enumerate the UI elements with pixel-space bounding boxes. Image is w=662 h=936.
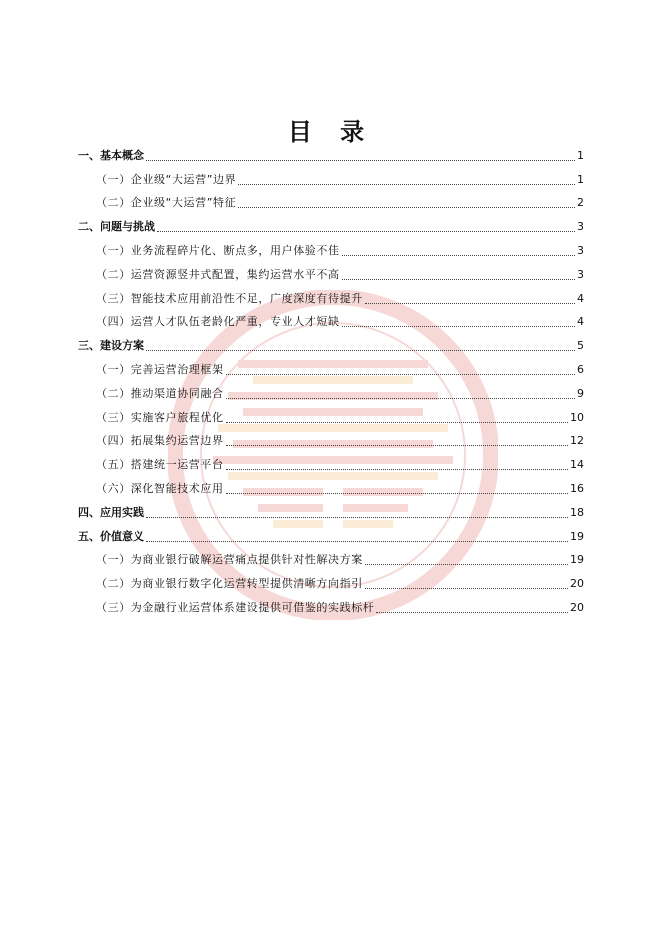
toc-subsection-entry[interactable] xyxy=(78,263,584,287)
toc-dot-leader xyxy=(342,278,575,280)
toc-subsection-entry[interactable] xyxy=(78,406,584,430)
toc-page-number: 9 xyxy=(577,386,584,400)
toc-entry-label: 一、基本概念 xyxy=(78,148,144,162)
toc-page-number: 3 xyxy=(577,244,584,258)
toc-entry-label: 五、价值意义 xyxy=(78,529,144,543)
toc-subsection-entry[interactable] xyxy=(78,572,584,596)
toc-dot-leader xyxy=(226,397,575,399)
toc-page-number: 19 xyxy=(570,553,584,567)
toc-section-entry[interactable] xyxy=(78,501,584,525)
toc-page-number: 6 xyxy=(577,363,584,377)
toc-page-number: 4 xyxy=(577,315,584,329)
toc-page-number: 20 xyxy=(570,577,584,591)
toc-dot-leader xyxy=(146,159,575,161)
toc-subsection-entry[interactable] xyxy=(78,192,584,216)
toc-entry-label: （三）实施客户旅程优化 xyxy=(96,410,224,424)
toc-dot-leader xyxy=(226,421,568,423)
table-of-contents xyxy=(78,144,584,620)
toc-dot-leader xyxy=(342,254,575,256)
toc-entry-label: （三）为金融行业运营体系建设提供可借鉴的实践标杆 xyxy=(96,601,375,615)
toc-dot-leader xyxy=(146,540,568,542)
toc-entry-label: （二）运营资源竖井式配置，集约运营水平不高 xyxy=(96,267,340,281)
toc-dot-leader xyxy=(146,516,568,518)
toc-dot-leader xyxy=(238,206,575,208)
toc-subsection-entry[interactable] xyxy=(78,549,584,573)
toc-dot-leader xyxy=(226,492,568,494)
toc-entry-label: 三、建设方案 xyxy=(78,339,144,353)
toc-entry-label: （六）深化智能技术应用 xyxy=(96,482,224,496)
toc-entry-label: （二）推动渠道协同融合 xyxy=(96,386,224,400)
toc-subsection-entry[interactable] xyxy=(78,382,584,406)
toc-entry-label: （一）为商业银行破解运营痛点提供针对性解决方案 xyxy=(96,553,363,567)
toc-page-number: 2 xyxy=(577,196,584,210)
toc-dot-leader xyxy=(376,611,568,613)
toc-dot-leader xyxy=(365,302,575,304)
toc-subsection-entry[interactable] xyxy=(78,430,584,454)
toc-entry-label: 二、问题与挑战 xyxy=(78,220,155,234)
toc-entry-label: （一）业务流程碎片化、断点多，用户体验不佳 xyxy=(96,244,340,258)
toc-entry-label: （四）拓展集约运营边界 xyxy=(96,434,224,448)
toc-dot-leader xyxy=(238,183,575,185)
toc-subsection-entry[interactable] xyxy=(78,168,584,192)
toc-page-number: 18 xyxy=(570,505,584,519)
toc-dot-leader xyxy=(365,587,568,589)
toc-dot-leader xyxy=(226,444,568,446)
toc-entry-label: （二）为商业银行数字化运营转型提供清晰方向指引 xyxy=(96,577,363,591)
toc-dot-leader xyxy=(365,563,568,565)
toc-page-number: 14 xyxy=(570,458,584,472)
toc-page-number: 19 xyxy=(570,529,584,543)
toc-subsection-entry[interactable] xyxy=(78,287,584,311)
toc-subsection-entry[interactable] xyxy=(78,358,584,382)
toc-entry-label: 四、应用实践 xyxy=(78,505,144,519)
toc-page-number: 10 xyxy=(570,410,584,424)
toc-dot-leader xyxy=(226,468,568,470)
toc-section-entry[interactable] xyxy=(78,334,584,358)
toc-page-number: 3 xyxy=(577,267,584,281)
toc-entry-label: （五）搭建统一运营平台 xyxy=(96,458,224,472)
toc-dot-leader xyxy=(342,325,575,327)
toc-entry-label: （三）智能技术应用前沿性不足，广度深度有待提升 xyxy=(96,291,363,305)
toc-section-entry[interactable] xyxy=(78,144,584,168)
toc-page-number: 12 xyxy=(570,434,584,448)
toc-page-number: 16 xyxy=(570,482,584,496)
toc-page-number: 1 xyxy=(577,172,584,186)
toc-entry-label: （二）企业级“大运营”特征 xyxy=(96,196,237,210)
toc-dot-leader xyxy=(157,230,575,232)
toc-page-number: 5 xyxy=(577,339,584,353)
toc-entry-label: （一）完善运营治理框架 xyxy=(96,363,224,377)
toc-dot-leader xyxy=(226,373,575,375)
toc-page-number: 4 xyxy=(577,291,584,305)
toc-subsection-entry[interactable] xyxy=(78,239,584,263)
toc-subsection-entry[interactable] xyxy=(78,477,584,501)
toc-subsection-entry[interactable] xyxy=(78,311,584,335)
toc-title: 目 录 xyxy=(287,117,375,146)
toc-subsection-entry[interactable] xyxy=(78,453,584,477)
toc-dot-leader xyxy=(146,349,575,351)
toc-subsection-entry[interactable] xyxy=(78,596,584,620)
toc-section-entry[interactable] xyxy=(78,215,584,239)
toc-page-number: 1 xyxy=(577,148,584,162)
toc-entry-label: （一）企业级“大运营”边界 xyxy=(96,172,237,186)
toc-section-entry[interactable] xyxy=(78,525,584,549)
toc-page-number: 3 xyxy=(577,220,584,234)
toc-page-number: 20 xyxy=(570,601,584,615)
toc-entry-label: （四）运营人才队伍老龄化严重，专业人才短缺 xyxy=(96,315,340,329)
